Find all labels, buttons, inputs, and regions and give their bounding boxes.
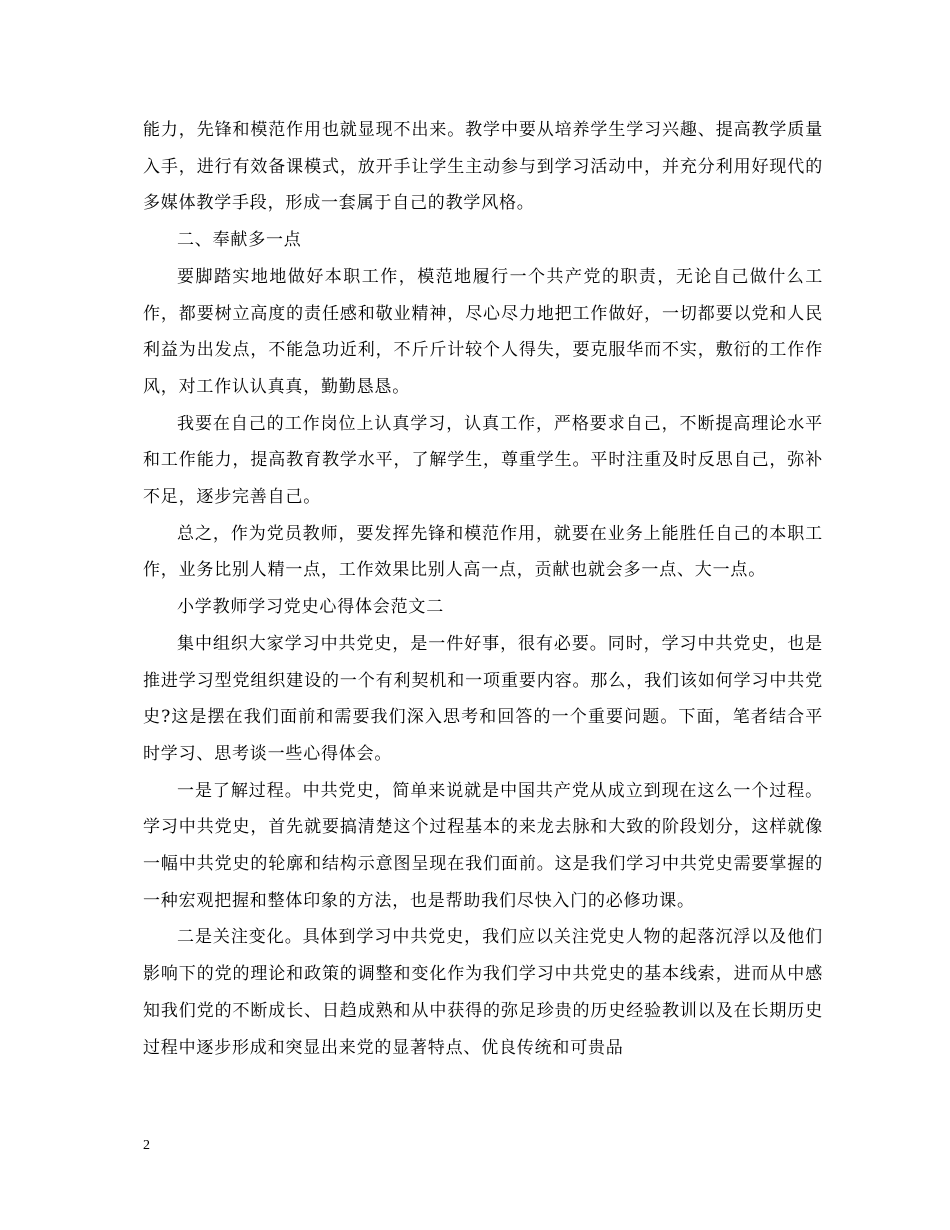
section-heading: 二、奉献多一点 xyxy=(177,230,302,251)
paragraph: 一是了解过程。中共党史，简单来说就是中国共产党从成立到现在这么一个过程。学习中共党史，首先就要搞清楚这个过程基本的来龙去脉和大致的阶段划分，这样就像一幅中共党史的轮廓和结构示意图呈现在我们面前。这是我们学习中共党史需要掌握的一种宏观把握和整体印象的方法，也是帮助我们尽快入门的必修功课。 xyxy=(143,780,823,911)
section-heading: 小学教师学习党史心得体会范文二 xyxy=(177,597,444,618)
paragraph: 我要在自己的工作岗位上认真学习，认真工作，严格要求自己，不断提高理论水平和工作能力，提高教育教学水平，了解学生，尊重学生。平时注重及时反思自己，弥补不足，逐步完善自己。 xyxy=(143,413,823,508)
document-body xyxy=(143,112,823,1066)
paragraph: 要脚踏实地地做好本职工作，模范地履行一个共产党的职责，无论自己做什么工作，都要树立高度的责任感和敬业精神，尽心尽力地把工作做好，一切都要以党和人民利益为出发点，不能急功近利，不斤斤计较个人得失，要克服华而不实，敷衍的工作作风，对工作认认真真，勤勤恳恳。 xyxy=(143,266,823,397)
paragraph: 总之，作为党员教师，要发挥先锋和模范作用，就要在业务上能胜任自己的本职工作，业务比别人精一点，工作效果比别人高一点，贡献也就会多一点、大一点。 xyxy=(143,523,823,581)
paragraph: 集中组织大家学习中共党史，是一件好事，很有必要。同时，学习中共党史，也是推进学习型党组织建设的一个有利契机和一项重要内容。那么，我们该如何学习中共党史?这是摆在我们面前和需要我们深入思考和回答的一个重要问题。下面，笔者结合平时学习、思考谈一些心得体会。 xyxy=(143,633,823,764)
paragraph: 二是关注变化。具体到学习中共党史，我们应以关注党史人物的起落沉浮以及他们影响下的党的理论和政策的调整和变化作为我们学习中共党史的基本线索，进而从中感知我们党的不断成长、日趋成熟和从中获得的弥足珍贵的历史经验教训以及在长期历史过程中逐步形成和突显出来党的显著特点、优良传统和可贵品 xyxy=(143,927,823,1058)
page-number: 2 xyxy=(143,1138,150,1153)
paragraph: 能力，先锋和模范作用也就显现不出来。教学中要从培养学生学习兴趣、提高教学质量入手，进行有效备课模式，放开手让学生主动参与到学习活动中，并充分利用好现代的多媒体教学手段，形成一套属于自己的教学风格。 xyxy=(143,120,823,214)
